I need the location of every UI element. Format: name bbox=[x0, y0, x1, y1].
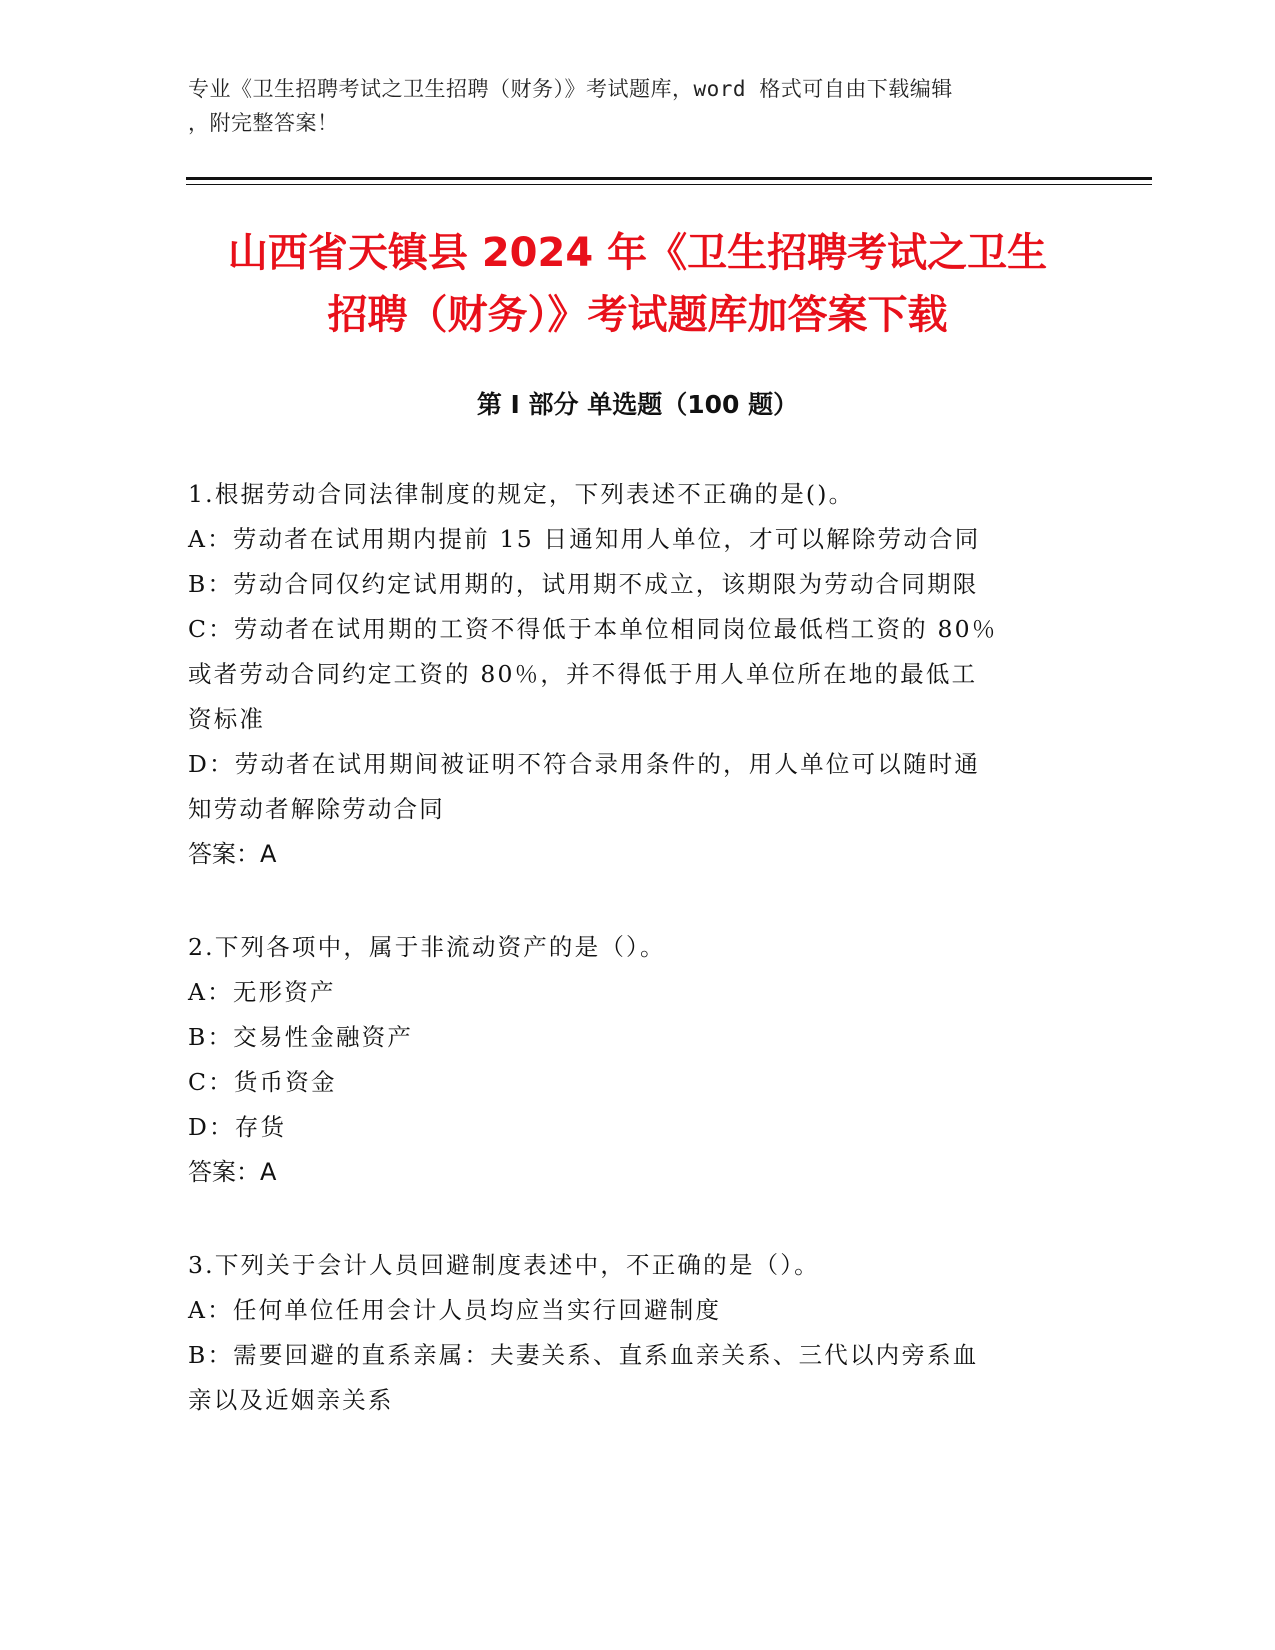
question-item bbox=[188, 925, 1068, 1195]
answer-line: 答案：A bbox=[188, 840, 277, 868]
question-item bbox=[188, 472, 1068, 877]
option-c-continued: 资标准 bbox=[188, 705, 266, 733]
section-title: 第 I 部分 单选题（100 题） bbox=[476, 390, 799, 419]
question-stem: 2.下列各项中，属于非流动资产的是（）。 bbox=[188, 933, 666, 961]
option-b: B：劳动合同仅约定试用期的，试用期不成立，该期限为劳动合同期限 bbox=[188, 570, 979, 598]
option-b-continued: 亲以及近姻亲关系 bbox=[188, 1386, 394, 1414]
document-title-line: 山西省天镇县 2024 年《卫生招聘考试之卫生 bbox=[227, 230, 1048, 276]
header-divider-thick bbox=[186, 177, 1152, 180]
question-item bbox=[188, 1243, 1068, 1423]
option-b: B：需要回避的直系亲属：夫妻关系、直系血亲关系、三代以内旁系血 bbox=[188, 1341, 979, 1369]
header-note bbox=[188, 72, 1068, 140]
question-stem: 1.根据劳动合同法律制度的规定，下列表述不正确的是()。 bbox=[188, 480, 855, 508]
option-d: D：劳动者在试用期间被证明不符合录用条件的，用人单位可以随时通 bbox=[188, 750, 981, 778]
option-b: B：交易性金融资产 bbox=[188, 1023, 414, 1051]
answer-line: 答案：A bbox=[188, 1158, 277, 1186]
option-d: D：存货 bbox=[188, 1113, 287, 1141]
option-a: A：任何单位任用会计人员均应当实行回避制度 bbox=[188, 1296, 722, 1324]
header-note-line: ，附完整答案！ bbox=[188, 111, 339, 135]
question-stem: 3.下列关于会计人员回避制度表述中，不正确的是（）。 bbox=[188, 1251, 820, 1279]
option-c: C：劳动者在试用期的工资不得低于本单位相同岗位最低档工资的 80％ bbox=[188, 615, 998, 643]
header-note-line: 专业《卫生招聘考试之卫生招聘（财务）》考试题库，word 格式可自由下载编辑 bbox=[188, 77, 953, 101]
option-c-continued: 或者劳动合同约定工资的 80％，并不得低于用人单位所在地的最低工 bbox=[188, 660, 978, 688]
option-c: C：货币资金 bbox=[188, 1068, 337, 1096]
document-title bbox=[170, 222, 1105, 346]
option-d-continued: 知劳动者解除劳动合同 bbox=[188, 795, 445, 823]
question-list bbox=[188, 472, 1068, 1471]
header-divider-thin bbox=[186, 184, 1152, 185]
option-a: A：无形资产 bbox=[188, 978, 336, 1006]
option-a: A：劳动者在试用期内提前 15 日通知用人单位，才可以解除劳动合同 bbox=[188, 525, 981, 553]
document-title-line: 招聘（财务）》考试题库加答案下载 bbox=[327, 292, 948, 338]
